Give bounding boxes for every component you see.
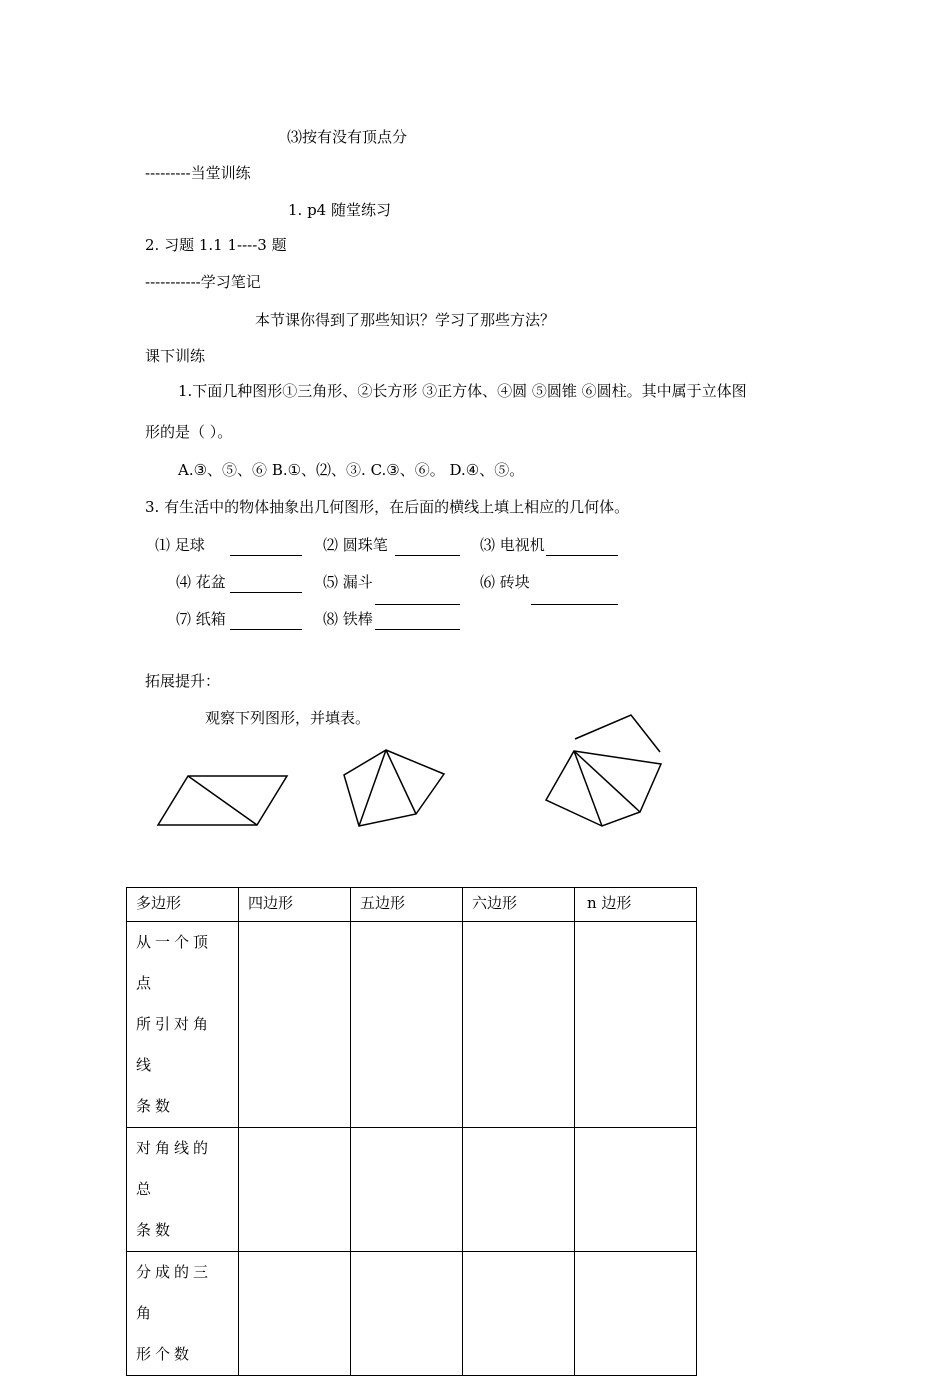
table-cell[interactable]	[463, 1252, 575, 1376]
table-cell[interactable]	[351, 1128, 463, 1252]
table-header-cell: 五边形	[351, 888, 463, 922]
table-cell[interactable]	[351, 1252, 463, 1376]
table-cell[interactable]	[463, 1128, 575, 1252]
question-1-line-2: 形的是（ ）。	[145, 423, 233, 441]
table-header-cell: 多边形	[127, 888, 239, 922]
row-label-triangle-count: 分成的三角 形个数	[127, 1252, 239, 1376]
fill-item-football: ⑴ 足球	[155, 536, 205, 554]
table-cell[interactable]	[463, 922, 575, 1128]
fill-item-funnel: ⑸ 漏斗	[323, 573, 373, 591]
row-label-total-diagonals: 对角线的总 条数	[127, 1128, 239, 1252]
exercise-item-1: 1. p4 随堂练习	[288, 201, 391, 219]
table-cell[interactable]	[575, 1252, 697, 1376]
table-header-cell: 四边形	[239, 888, 351, 922]
question-1-line-1: 1.下面几种图形①三角形、②长方形 ③正方体、④圆 ⑤圆锥 ⑥圆柱。其中属于立体图	[178, 382, 747, 400]
exercise-item-2: 2. 习题 1.1 1----3 题	[145, 236, 287, 254]
after-class-heading: 课下训练	[145, 347, 206, 365]
in-class-training-heading: ---------当堂训练	[145, 164, 251, 182]
study-notes-heading: -----------学习笔记	[145, 273, 261, 291]
observe-instruction: 观察下列图形，并填表。	[205, 709, 371, 727]
table-cell[interactable]	[239, 1252, 351, 1376]
table-cell[interactable]	[239, 922, 351, 1128]
fill-item-iron-rod: ⑻ 铁棒	[323, 610, 373, 628]
fill-item-brick: ⑹ 砖块	[480, 573, 530, 591]
table-cell[interactable]	[239, 1128, 351, 1252]
question-1-options: A.③、⑤、⑥ B.①、⑵、③. C.③、⑥。 D.④、⑤。	[178, 461, 525, 479]
table-header-cell: n 边形	[575, 888, 697, 922]
fill-item-tv: ⑶ 电视机	[480, 536, 545, 554]
table-row	[127, 1128, 697, 1252]
table-cell[interactable]	[575, 1128, 697, 1252]
question-3: 3. 有生活中的物体抽象出几何图形，在后面的横线上填上相应的几何体。	[145, 498, 630, 516]
table-row	[127, 1252, 697, 1376]
fill-item-flowerpot: ⑷ 花盆	[176, 573, 226, 591]
table-cell[interactable]	[351, 922, 463, 1128]
table-cell[interactable]	[575, 922, 697, 1128]
extension-heading: 拓展提升：	[145, 672, 221, 690]
table-row	[127, 922, 697, 1128]
row-label-diagonals-from-vertex: 从一个顶点 所引对角线 条数	[127, 922, 239, 1128]
table-header-cell: 六边形	[463, 888, 575, 922]
reflection-question: 本节课你得到了那些知识？学习了那些方法？	[255, 311, 556, 329]
fill-item-carton: ⑺ 纸箱	[176, 610, 226, 628]
hexagon-figure	[546, 715, 661, 826]
table-header-row	[127, 888, 697, 922]
classify-by-vertex: ⑶按有没有顶点分	[287, 128, 408, 146]
quadrilateral-figure	[158, 776, 287, 825]
fill-item-ballpoint-pen: ⑵ 圆珠笔	[323, 536, 388, 554]
diagonal-table	[126, 887, 697, 1376]
pentagon-figure	[344, 750, 444, 826]
